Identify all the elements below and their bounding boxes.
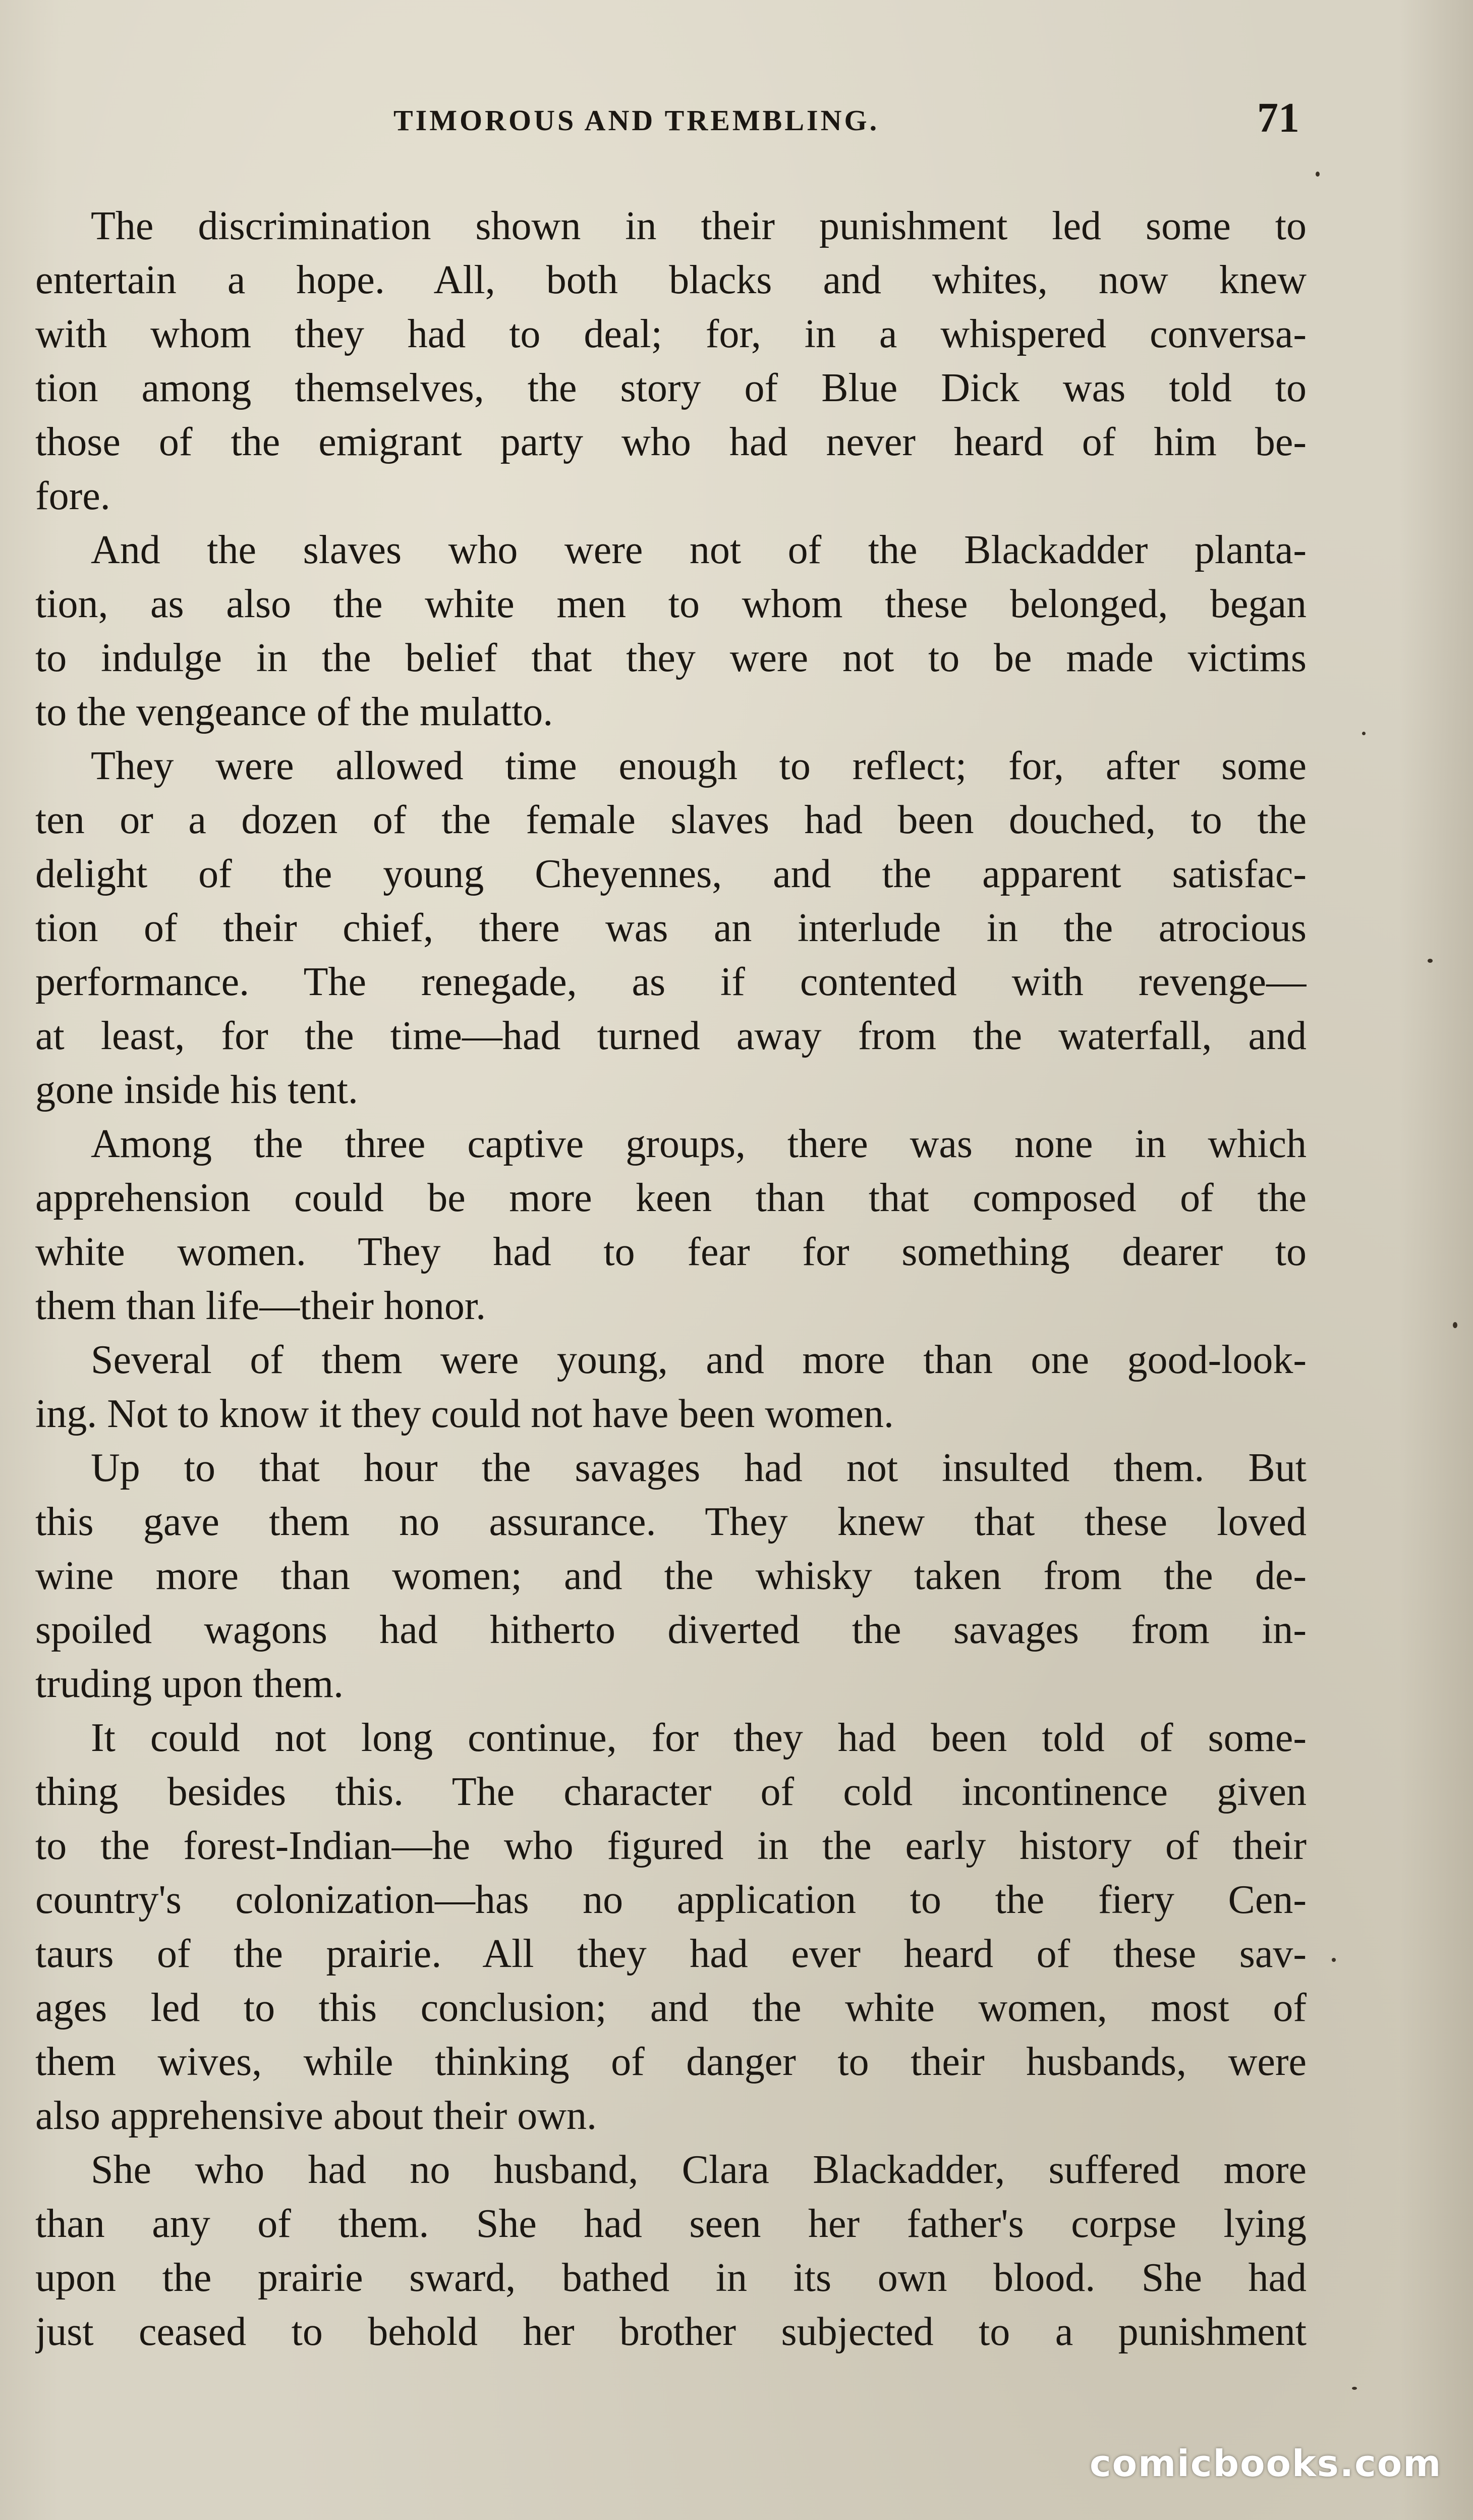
text-line: them wives, while thinking of danger to their husbands, were	[35, 2040, 1307, 2084]
text-line: to indulge in the belief that they were not to be made victims	[35, 636, 1307, 680]
text-line: at least, for the time—had turned away from the waterfall, and	[35, 1014, 1307, 1058]
text-line: those of the emigrant party who had never heard of him be-	[35, 420, 1307, 464]
text-line: tion, as also the white men to whom these belonged, began	[35, 582, 1307, 626]
text-line: ten or a dozen of the female slaves had been douched, to the	[35, 798, 1307, 842]
text-line: to the vengeance of the mulatto.	[35, 690, 553, 734]
text-line: Among the three captive groups, there was none in which	[91, 1122, 1307, 1166]
text-line: They were allowed time enough to reflect; for, after some	[91, 744, 1307, 788]
ink-speck	[1453, 1322, 1457, 1328]
text-line: this gave them no assurance. They knew that these loved	[35, 1500, 1307, 1544]
running-head: TIMOROUS AND TREMBLING.	[393, 104, 880, 137]
text-line: Several of them were young, and more than one good-look-	[91, 1338, 1307, 1382]
text-line: to the forest-Indian—he who figured in the early history of their	[35, 1824, 1307, 1868]
text-line: entertain a hope. All, both blacks and whites, now knew	[35, 258, 1307, 302]
text-line: Up to that hour the savages had not insulted them. But	[91, 1446, 1307, 1490]
body-text	[35, 199, 1307, 2359]
text-line: than any of them. She had seen her father's corpse lying	[35, 2202, 1307, 2246]
text-line: truding upon them.	[35, 1662, 344, 1706]
text-line: fore.	[35, 474, 110, 518]
text-line: gone inside his tent.	[35, 1068, 358, 1112]
text-line: also apprehensive about their own.	[35, 2094, 597, 2138]
text-line: with whom they had to deal; for, in a whispered conversa-	[35, 312, 1307, 356]
text-line: upon the prairie sward, bathed in its own blood. She had	[35, 2256, 1307, 2300]
text-line: And the slaves who were not of the Blackadder planta-	[91, 528, 1307, 572]
text-line: them than life—their honor.	[35, 1284, 486, 1328]
text-line: wine more than women; and the whisky taken from the de-	[35, 1554, 1307, 1598]
text-line: apprehension could be more keen than that composed of the	[35, 1176, 1307, 1220]
text-line: delight of the young Cheyennes, and the apparent satisfac-	[35, 852, 1307, 896]
text-line: tion among themselves, the story of Blue Dick was told to	[35, 366, 1307, 410]
text-line: taurs of the prairie. All they had ever heard of these sav-	[35, 1932, 1307, 1976]
watermark-logo: comicbooks.com	[1090, 2442, 1442, 2485]
text-line: country's colonization—has no application to the fiery Cen-	[35, 1878, 1307, 1922]
text-line: thing besides this. The character of cold incontinence given	[35, 1770, 1307, 1814]
ink-speck	[1352, 2387, 1357, 2390]
text-line: spoiled wagons had hitherto diverted the savages from in-	[35, 1608, 1307, 1652]
ink-speck	[1362, 732, 1366, 735]
ink-speck	[1332, 1958, 1336, 1962]
text-line: ing. Not to know it they could not have been women.	[35, 1392, 894, 1436]
text-line: white women. They had to fear for something dearer to	[35, 1230, 1307, 1274]
page-number: 71	[1257, 94, 1299, 141]
text-line: tion of their chief, there was an interlude in the atrocious	[35, 906, 1307, 950]
text-line: ages led to this conclusion; and the white women, most of	[35, 1986, 1307, 2030]
text-line: The discrimination shown in their punishment led some to	[91, 204, 1307, 248]
text-line: just ceased to behold her brother subjected to a punishment	[35, 2310, 1307, 2354]
text-line: It could not long continue, for they had been told of some-	[91, 1716, 1307, 1760]
text-line: She who had no husband, Clara Blackadder, suffered more	[91, 2148, 1307, 2192]
ink-speck	[1316, 172, 1320, 177]
ink-speck	[1428, 959, 1433, 963]
text-line: performance. The renegade, as if contented with revenge—	[35, 960, 1307, 1004]
